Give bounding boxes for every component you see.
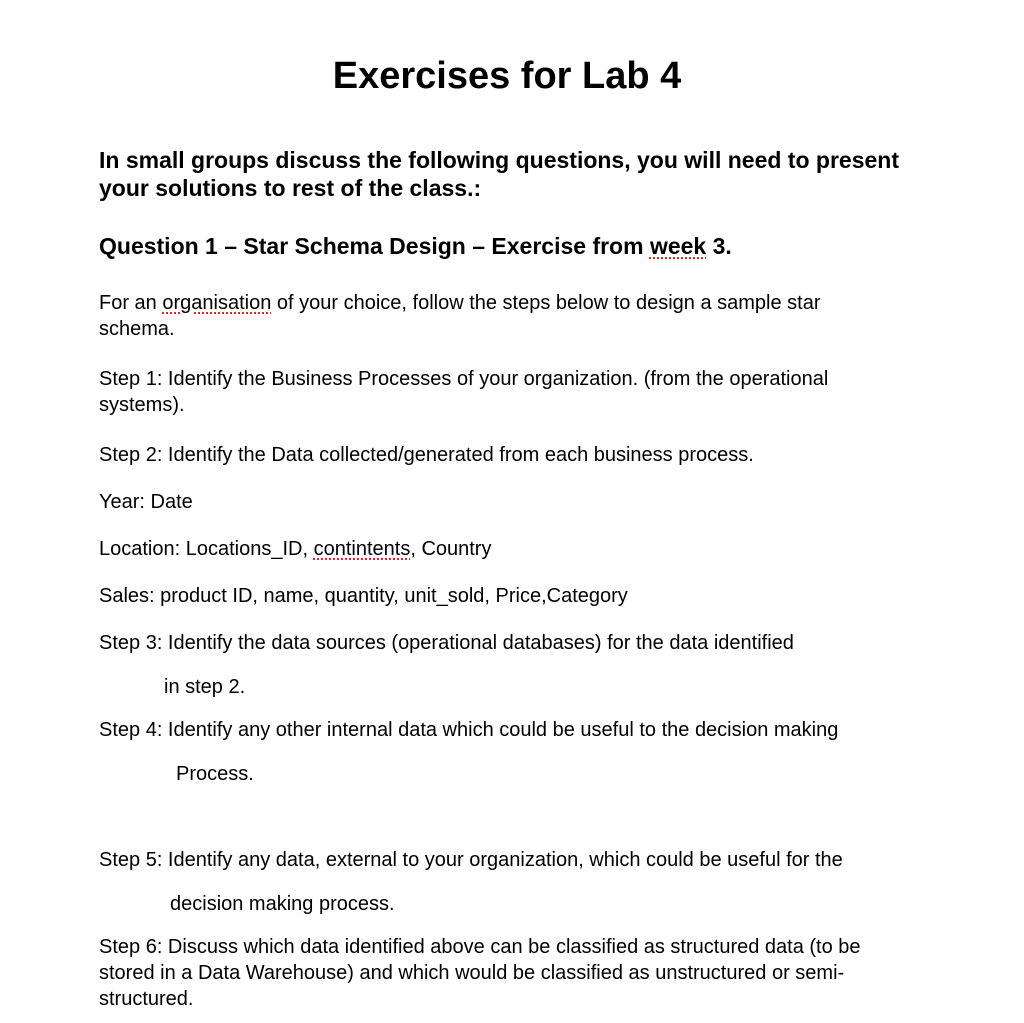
document-title: Exercises for Lab 4 (332, 55, 682, 97)
step-4-line-1: Step 4: Identify any other internal data which could be useful to the decision making (99, 719, 839, 741)
instructions-suffix: of your choice, follow the steps below to design a sample star schema. (99, 292, 821, 340)
year-line: Year: Date (99, 491, 193, 513)
step-5-line-2: decision making process. (170, 893, 395, 915)
sales-line: Sales: product ID, name, quantity, unit_sold, Price,Category (99, 585, 628, 607)
step-3-line-1: Step 3: Identify the data sources (operational databases) for the data identified (99, 632, 794, 654)
location-line (99, 536, 929, 562)
spellcheck-word-organisation: organisation (162, 292, 272, 314)
intro-paragraph: In small groups discuss the following questions, you will need to present your solutions to rest of the class.: (99, 147, 899, 201)
spellcheck-word-contintents: contintents (313, 538, 411, 560)
step-4-line-2: Process. (176, 763, 254, 785)
location-suffix: , Country (410, 538, 492, 560)
step-5-line-1: Step 5: Identify any data, external to your organization, which could be useful for the (99, 849, 843, 871)
step-1: Step 1: Identify the Business Processes of your organization. (from the operational systems). (99, 368, 829, 416)
question-1-text: Question 1 – Star Schema Design – Exercise from (99, 233, 650, 259)
instructions-paragraph (99, 290, 899, 342)
step-2: Step 2: Identify the Data collected/generated from each business process. (99, 444, 754, 466)
instructions-text: For an (99, 292, 163, 314)
step-3-line-2: in step 2. (164, 676, 246, 698)
question-1-suffix: 3. (706, 233, 732, 259)
spellcheck-word-week: week (649, 233, 707, 259)
step-6: Step 6: Discuss which data identified above can be classified as structured data (to be stored in a Data Warehouse) and which would be classified as unstructured or semi-structured. (99, 936, 861, 1010)
location-text: Location: Locations_ID, (99, 538, 314, 560)
question-1-heading (99, 232, 919, 260)
